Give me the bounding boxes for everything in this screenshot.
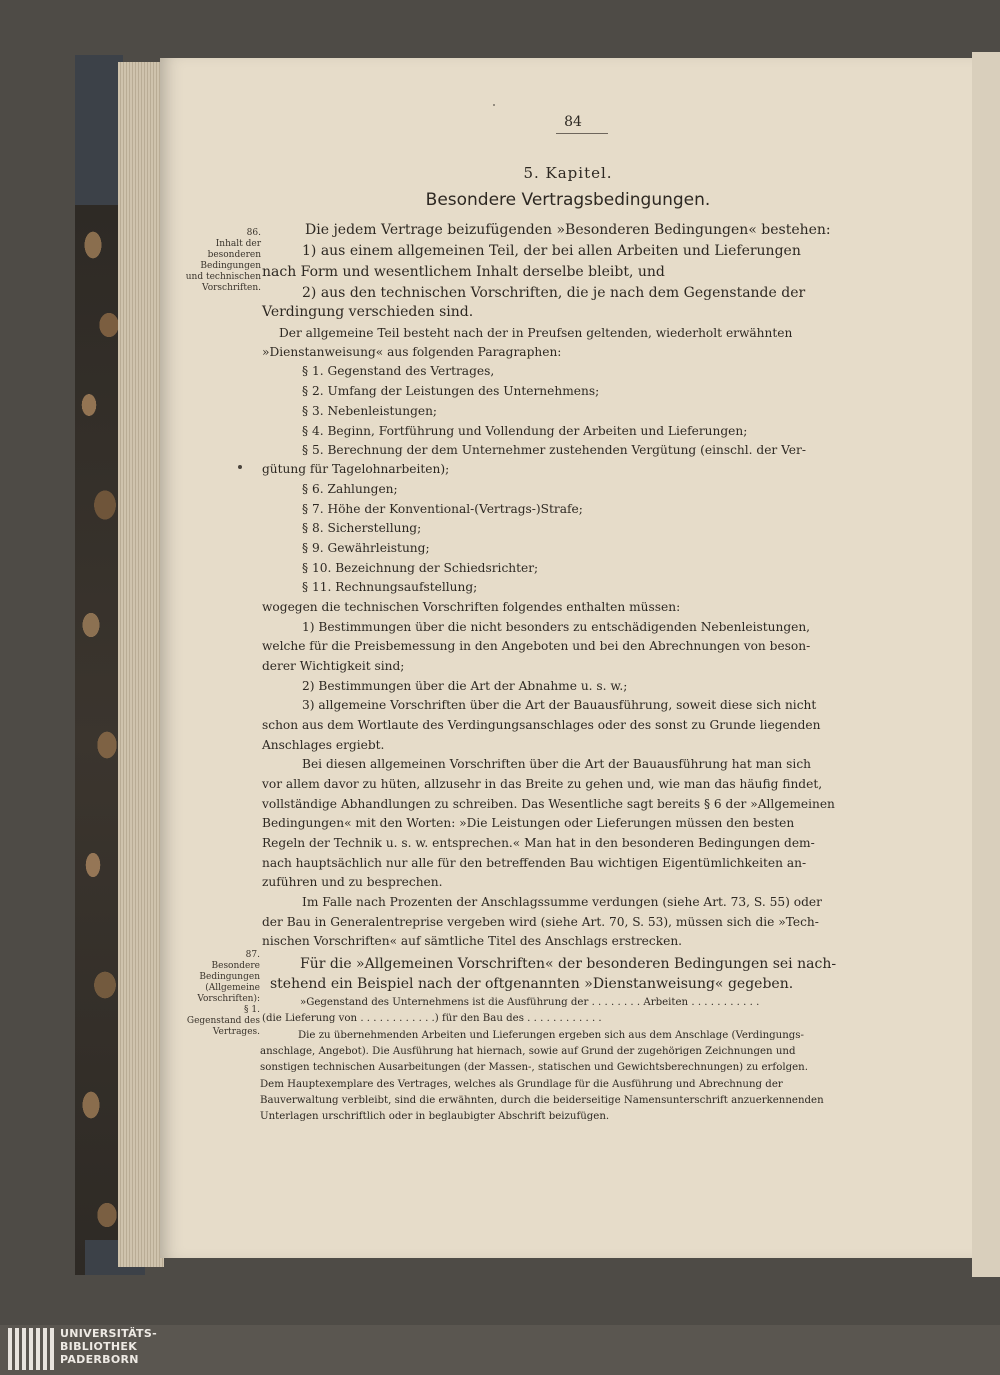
text-line: § 3. Nebenleistungen; xyxy=(302,404,438,418)
margin-line: Bedingungen xyxy=(199,972,260,982)
text-line: nach hauptsächlich nur alle für den betreffenden Bau wichtigen Eigentümlichkeiten an- xyxy=(262,856,807,870)
text-line: vollständige Abhandlungen zu schreiben. Das Wesentliche sagt bereits § 6 der »Allgemeinen xyxy=(262,797,835,811)
text-line: schon aus dem Wortlaute des Verdingungsanschlages oder des sonst zu Grunde liegenden xyxy=(262,718,821,732)
right-page-edge xyxy=(972,52,1000,1277)
marbled-endpaper xyxy=(75,205,123,1275)
library-logo-icon xyxy=(8,1328,54,1370)
margin-line: und technischen xyxy=(185,272,261,282)
text-line: 2) aus den technischen Vorschriften, die je nach dem Gegenstande der xyxy=(302,285,806,301)
text-line: sonstigen technischen Ausarbeitungen (der Massen-, statischen und Gewichtsberechnungen) zu erfolgen. xyxy=(260,1062,808,1073)
text-line: Anschlages ergiebt. xyxy=(262,738,385,752)
text-line: Die zu übernehmenden Arbeiten und Lieferungen ergeben sich aus dem Anschlage (Verdingungs- xyxy=(298,1030,804,1041)
text-line: 3) allgemeine Vorschriften über die Art der Bauausführung, soweit diese sich nicht xyxy=(302,698,817,712)
library-logo-text xyxy=(60,1327,157,1366)
text-line: § 9. Gewährleistung; xyxy=(302,541,430,555)
text-line: anschlage, Angebot). Die Ausführung hat hiernach, sowie auf Grund der zugehörigen Zeichnungen und xyxy=(260,1046,796,1057)
page-number-rule xyxy=(556,133,608,134)
text-line: der Bau in Generalentreprise vergeben wird (siehe Art. 70, S. 53), müssen sich die »Tech- xyxy=(262,915,819,929)
text-line: welche für die Preisbemessung in den Angeboten und bei den Abrechnungen von beson- xyxy=(262,639,811,653)
text-line: Unterlagen urschriftlich oder in beglaubigter Abschrift beizufügen. xyxy=(260,1111,610,1122)
text-line: Bedingungen« mit den Worten: »Die Leistungen oder Lieferungen müssen den besten xyxy=(262,816,795,830)
text-line: derer Wichtigkeit sind; xyxy=(262,659,405,673)
text-line: Verdingung verschieden sind. xyxy=(262,304,474,320)
margin-line: Vorschriften): xyxy=(197,994,260,1004)
margin-line: Gegenstand des xyxy=(186,1016,260,1026)
text-line: Im Falle nach Prozenten der Anschlagssumme verdungen (siehe Art. 73, S. 55) oder xyxy=(302,895,822,909)
text-line: Dem Hauptexemplare des Vertrages, welches als Grundlage für die Ausführung und Abrechnung der xyxy=(260,1079,783,1090)
text-line: 2) Bestimmungen über die Art der Abnahme u. s. w.; xyxy=(302,679,628,693)
text-line: nischen Vorschriften« auf sämtliche Titel des Anschlags erstrecken. xyxy=(262,934,683,948)
text-line: § 1. Gegenstand des Vertrages, xyxy=(302,364,495,378)
text-line: Regeln der Technik u. s. w. entsprechen.« Man hat in den besonderen Bedingungen dem- xyxy=(262,836,815,850)
margin-note-87 xyxy=(172,950,260,1038)
text-line: stehend ein Beispiel nach der oftgenannten »Dienstanweisung« gegeben. xyxy=(270,976,794,992)
text-line: § 5. Berechnung der dem Unternehmer zustehenden Vergütung (einschl. der Ver- xyxy=(302,443,806,457)
margin-line: 86. xyxy=(246,228,261,238)
text-line: Bauverwaltung verbleibt, sind die erwähnten, durch die beiderseitige Namensunterschrift anzuerkennenden xyxy=(260,1095,824,1106)
margin-mark xyxy=(238,465,242,469)
text-line: § 8. Sicherstellung; xyxy=(302,521,422,535)
text-line: § 2. Umfang der Leistungen des Unternehmens; xyxy=(302,384,600,398)
margin-line: 87. xyxy=(245,950,260,960)
margin-line: (Allgemeine xyxy=(205,983,260,993)
logo-line: UNIVERSITÄTS- xyxy=(60,1327,157,1340)
margin-line: Vertrages. xyxy=(212,1027,260,1037)
text-line: § 4. Beginn, Fortführung und Vollendung der Arbeiten und Lieferungen; xyxy=(302,424,748,438)
logo-line: PADERBORN xyxy=(60,1353,139,1366)
margin-line: Vorschriften. xyxy=(202,283,261,293)
margin-line: Besondere xyxy=(211,961,260,971)
section-title: Besondere Vertragsbedingungen. xyxy=(425,190,711,210)
logo-line: BIBLIOTHEK xyxy=(60,1340,138,1353)
page-speck xyxy=(493,104,495,106)
text-line: § 11. Rechnungsaufstellung; xyxy=(302,580,478,594)
margin-line: Bedingungen xyxy=(200,261,261,271)
text-line: nach Form und wesentlichem Inhalt derselbe bleibt, und xyxy=(262,264,665,280)
text-line: zuführen und zu besprechen. xyxy=(262,875,443,889)
text-line: Bei diesen allgemeinen Vorschriften über die Art der Bauausführung hat man sich xyxy=(302,757,811,771)
chapter-heading: 5. Kapitel. xyxy=(523,164,613,182)
page-edges xyxy=(118,62,164,1267)
text-line: vor allem davor zu hüten, allzusehr in das Breite zu gehen und, wie man das häufig findet, xyxy=(262,777,823,791)
book-page xyxy=(160,58,972,1258)
text-line: 1) Bestimmungen über die nicht besonders zu entschädigenden Nebenleistungen, xyxy=(302,620,811,634)
page-number: 84 xyxy=(564,114,582,130)
margin-note-86 xyxy=(176,228,261,294)
text-line: (die Lieferung von . . . . . . . . . . . .) für den Bau des . . . . . . . . . . . . xyxy=(262,1013,602,1024)
margin-line: § 1. xyxy=(244,1005,260,1015)
text-line: Die jedem Vertrage beizufügenden »Besonderen Bedingungen« bestehen: xyxy=(305,222,831,238)
margin-line: Inhalt der xyxy=(215,239,261,249)
text-line: § 7. Höhe der Konventional-(Vertrags-)Strafe; xyxy=(302,502,583,516)
text-line: § 6. Zahlungen; xyxy=(302,482,398,496)
text-line: gütung für Tagelohnarbeiten); xyxy=(262,462,450,476)
text-line: 1) aus einem allgemeinen Teil, der bei allen Arbeiten und Lieferungen xyxy=(302,243,801,259)
text-line: Für die »Allgemeinen Vorschriften« der besonderen Bedingungen sei nach- xyxy=(300,956,837,972)
text-line: »Dienstanweisung« aus folgenden Paragraphen: xyxy=(262,345,562,359)
book-spine-top xyxy=(75,55,123,205)
text-line: »Gegenstand des Unternehmens ist die Ausführung der . . . . . . . . Arbeiten . . . . . . . . . . . xyxy=(300,997,760,1008)
text-line: § 10. Bezeichnung der Schiedsrichter; xyxy=(302,561,539,575)
text-line: Der allgemeine Teil besteht nach der in Preufsen geltenden, wiederholt erwähnten xyxy=(279,326,793,340)
text-line: wogegen die technischen Vorschriften folgendes enthalten müssen: xyxy=(262,600,681,614)
margin-line: besonderen xyxy=(207,250,261,260)
